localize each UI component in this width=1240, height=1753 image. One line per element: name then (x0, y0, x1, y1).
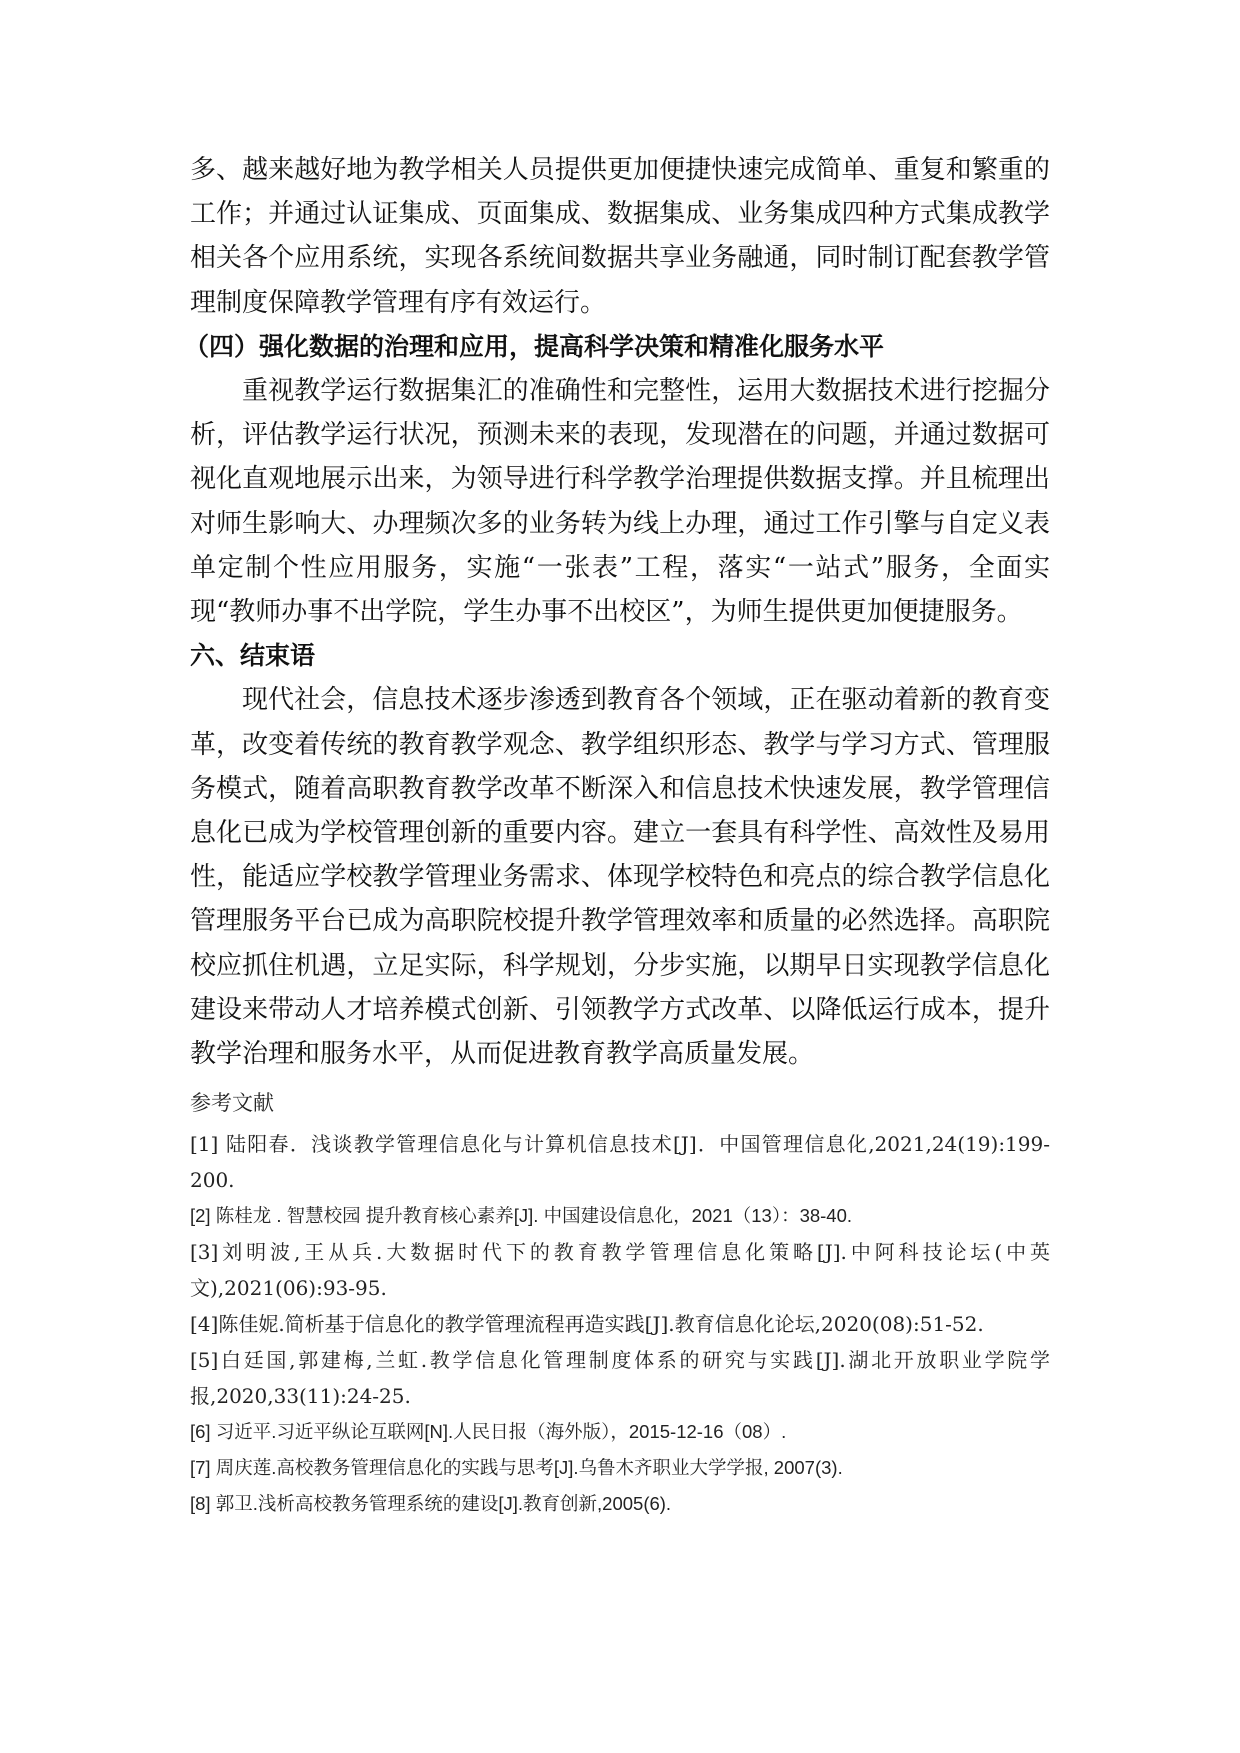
reference-item-5: [5]白廷国,郭建梅,兰虹.教学信息化管理制度体系的研究与实践[J].湖北开放职业学院学报,2020,33(11):24-25. (190, 1348, 1050, 1408)
section-heading-conclusion: 六、结束语 (190, 641, 316, 671)
reference-item-6: [6] 习近平.习近平纵论互联网[N].人民日报（海外版），2015-12-16（08）. (190, 1421, 787, 1442)
references-section (190, 1086, 1050, 1522)
paragraph-conclusion: 现代社会，信息技术逐步渗透到教育各个领域，正在驱动着新的教育变革，改变着传统的教育教学观念、教学组织形态、教学与学习方式、管理服务模式，随着高职教育教学改革不断深入和信息技术快速发展，教学管理信息化已成为学校管理创新的重要内容。建立一套具有科学性、高效性及易用性，能适应学校教学管理业务需求、体现学校特色和亮点的综合教学信息化管理服务平台已成为高职院校提升教学管理效率和质量的必然选择。高职院校应抓住机遇，立足实际，科学规划，分步实施，以期早日实现教学信息化建设来带动人才培养模式创新、引领教学方式改革、以降低运行成本，提升教学治理和服务水平，从而促进教育教学高质量发展。 (190, 685, 1050, 1070)
reference-item-7: [7] 周庆莲.高校教务管理信息化的实践与思考[J].乌鲁木齐职业大学学报, 2007(3). (190, 1457, 843, 1478)
body-text (184, 148, 1050, 1076)
reference-item-8: [8] 郭卫.浅析高校教务管理系统的建设[J].教育创新,2005(6). (190, 1493, 672, 1514)
section-heading-4: （四）强化数据的治理和应用，提高科学决策和精准化服务水平 (184, 331, 885, 361)
reference-item-2: [2] 陈桂龙 . 智慧校园 提升教育核心素养[J]. 中国建设信息化，2021（13）：38-40. (190, 1205, 853, 1226)
references-title: 参考文献 (190, 1091, 274, 1115)
paragraph-continued: 多、越来越好地为教学相关人员提供更加便捷快速完成简单、重复和繁重的工作；并通过认证集成、页面集成、数据集成、业务集成四种方式集成教学相关各个应用系统，实现各系统间数据共享业务融通，同时制订配套教学管理制度保障教学管理有序有效运行。 (190, 155, 1050, 318)
reference-item-4: [4]陈佳妮.简析基于信息化的教学管理流程再造实践[J].教育信息化论坛,2020(08):51-52. (190, 1312, 984, 1336)
reference-item-3: [3]刘明波,王从兵.大数据时代下的教育教学管理信息化策略[J].中阿科技论坛(中英文),2021(06):93-95. (190, 1240, 1050, 1300)
paragraph-data-governance: 重视教学运行数据集汇的准确性和完整性，运用大数据技术进行挖掘分析，评估教学运行状况，预测未来的表现，发现潜在的问题，并通过数据可视化直观地展示出来，为领导进行科学教学治理提供数据支撑。并且梳理出对师生影响大、办理频次多的业务转为线上办理，通过工作引擎与自定义表单定制个性应用服务，实施“一张表”工程，落实“一站式”服务，全面实现“教师办事不出学院，学生办事不出校区”，为师生提供更加便捷服务。 (190, 376, 1050, 628)
reference-item-1: [1] 陆阳春．浅谈教学管理信息化与计算机信息技术[J]．中国管理信息化,2021,24(19):199-200. (190, 1132, 1050, 1192)
